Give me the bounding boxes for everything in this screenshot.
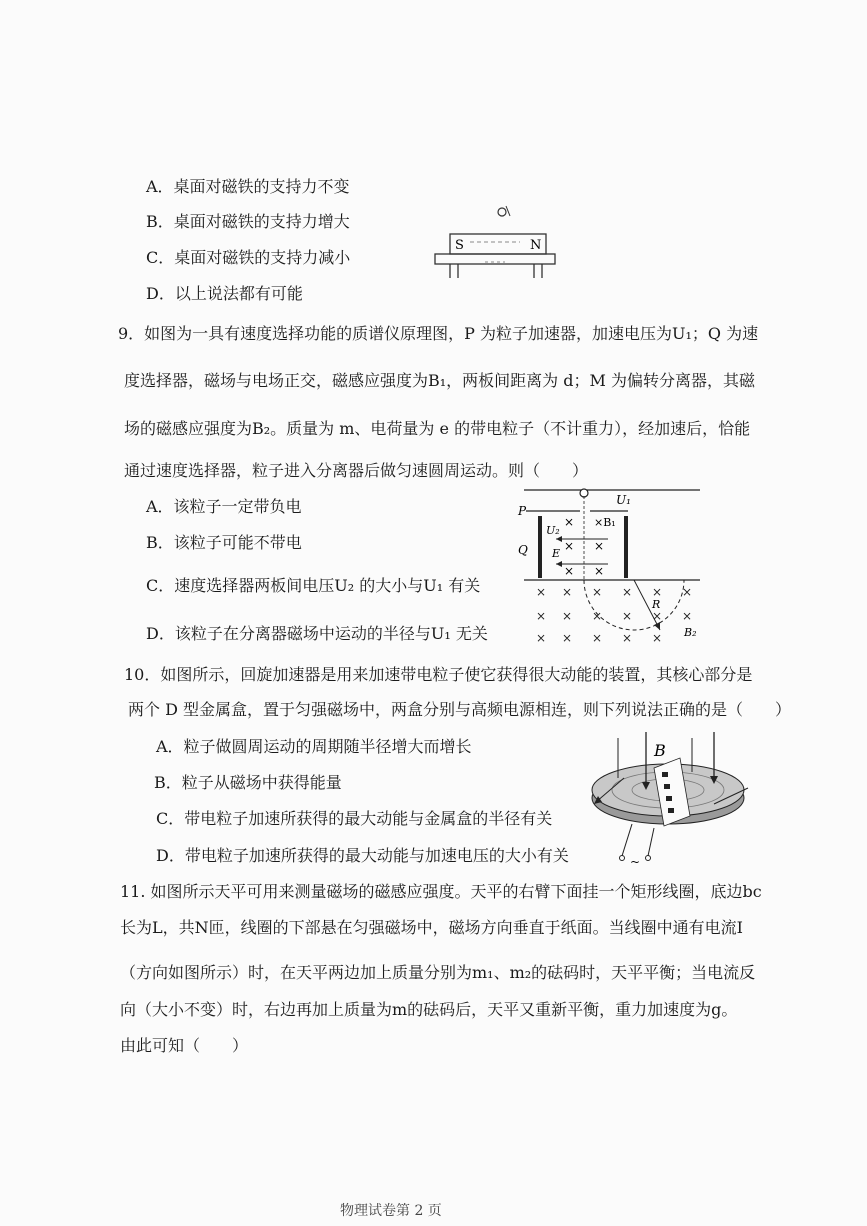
b1-label: ×B₁ [594, 516, 616, 529]
q11-line-4: 向（大小不变）时，右边再加上质量为m的砝码后，天平又重新平衡，重力加速度为g。 [120, 1000, 738, 1019]
svg-text:×: × [594, 539, 605, 553]
b2-label: B₂ [684, 626, 697, 639]
svg-text:×: × [682, 609, 693, 623]
q9-line-4: 通过速度选择器，粒子进入分离器后做匀速圆周运动。则（ ） [124, 461, 589, 480]
ac-source-label: ~ [630, 855, 641, 868]
p-label: P [518, 504, 527, 518]
svg-text:×: × [592, 631, 603, 644]
svg-text:×: × [562, 631, 573, 644]
q11-line-3: （方向如图所示）时，在天平两边加上质量分别为m₁、m₂的砝码时，天平平衡；当电流反 [120, 963, 756, 982]
b-field-label: B [654, 741, 666, 760]
svg-text:×: × [652, 585, 663, 599]
q9-option-d: D．该粒子在分离器磁场中运动的半径与U₁ 无关 [146, 624, 488, 643]
q9-line-2: 度选择器，磁场与电场正交，磁感应强度为B₁，两板间距离为 d；M 为偏转分离器，其磁 [124, 371, 755, 390]
q11-line-5: 由此可知（ ） [120, 1036, 249, 1055]
svg-text:×: × [594, 564, 605, 578]
table-top [435, 254, 555, 264]
q9-line-3: 场的磁感应强度为B₂。质量为 m、电荷量为 e 的带电粒子（不计重力），经加速后，恰能 [124, 419, 751, 438]
q10-line-2: 两个 D 型金属盒，置于匀强磁场中，两盒分别与高频电源相连，则下列说法正确的是（ ） [128, 700, 792, 719]
magnet-n-label: N [530, 238, 542, 253]
svg-text:×: × [622, 609, 633, 623]
q8-option-d: D．以上说法都有可能 [146, 284, 303, 303]
svg-text:×: × [652, 609, 663, 623]
svg-text:×: × [564, 515, 575, 529]
u1-label: U₁ [616, 493, 631, 507]
q8-option-c: C．桌面对磁铁的支持力减小 [146, 248, 351, 267]
magnet-s-label: S [455, 238, 464, 253]
q9-line-1: 9．如图为一具有速度选择功能的质谱仪原理图，P 为粒子加速器，加速电压为U₁；Q 为速 [118, 324, 759, 343]
svg-text:×: × [592, 585, 603, 599]
svg-text:×: × [536, 609, 547, 623]
q8-option-a: A．桌面对磁铁的支持力不变 [146, 177, 350, 196]
q9-spectrometer-figure [510, 482, 710, 644]
e-label: E [552, 547, 561, 560]
q9-option-c: C．速度选择器两板间电压U₂ 的大小与U₁ 有关 [146, 576, 481, 595]
svg-text:×: × [622, 585, 633, 599]
q10-option-a: A．粒子做圆周运动的周期随半径增大而增长 [156, 737, 472, 756]
u2-label: U₂ [546, 524, 560, 537]
svg-text:×: × [562, 585, 573, 599]
q10-option-b: B．粒子从磁场中获得能量 [154, 773, 342, 792]
q10-option-d: D．带电粒子加速所获得的最大动能与加速电压的大小有关 [156, 846, 569, 865]
svg-text:×: × [622, 631, 633, 644]
svg-text:×: × [536, 631, 547, 644]
svg-text:×: × [562, 609, 573, 623]
svg-text:×: × [536, 585, 547, 599]
svg-text:×: × [564, 539, 575, 553]
page-footer: 物理试卷第 2 页 [340, 1203, 442, 1219]
r-label: R [652, 598, 661, 611]
q11-line-1: 11. 如图所示天平可用来测量磁场的磁感应强度。天平的右臂下面挂一个矩形线圈，底边bc [120, 882, 762, 901]
q8-option-b: B．桌面对磁铁的支持力增大 [146, 212, 350, 231]
q10-cyclotron-figure [584, 728, 754, 868]
q10-line-1: 10．如图所示，回旋加速器是用来加速带电粒子使它获得很大动能的装置，其核心部分是 [124, 665, 753, 684]
svg-text:×: × [682, 585, 693, 599]
q10-option-c: C．带电粒子加速所获得的最大动能与金属盒的半径有关 [156, 809, 553, 828]
q9-option-b: B．该粒子可能不带电 [146, 533, 302, 552]
svg-text:×: × [564, 564, 575, 578]
q8-magnet-figure [430, 196, 560, 282]
q9-option-a: A．该粒子一定带负电 [146, 497, 302, 516]
svg-text:×: × [652, 631, 663, 644]
q-label: Q [518, 543, 528, 557]
svg-text:×: × [592, 609, 603, 623]
q11-line-2: 长为L，共N匝，线圈的下部悬在匀强磁场中，磁场方向垂直于纸面。当线圈中通有电流I [120, 918, 743, 937]
